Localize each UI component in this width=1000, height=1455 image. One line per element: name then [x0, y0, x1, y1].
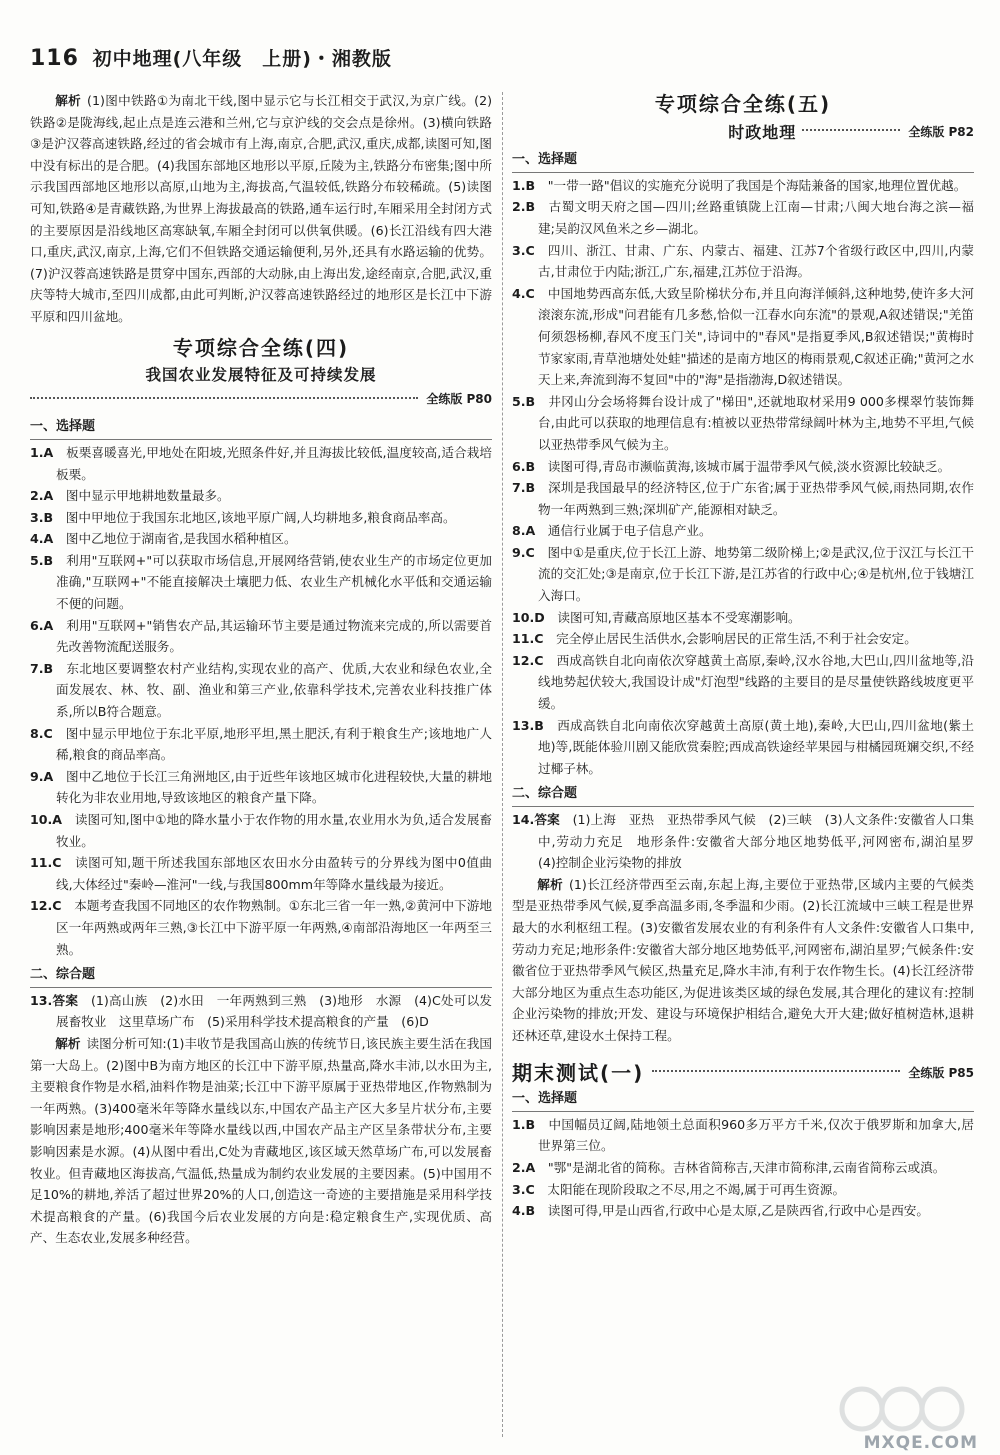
watermark-logo: [822, 1381, 982, 1441]
leader-dots: [802, 129, 900, 131]
analysis-13: 解析 读图分析可知:(1)丰收节是我国高山族的传统节日,该民族主要生活在我国第一大岛上。(2)图中B为南方地区的长江中下游平原,热量高,降水丰沛,以水田为主,主要粮食作物是水稻,油料作物是油菜;长江中下游平原属于亚热带地区,作物熟制为一年两熟。(3)400毫米年等降水量线以东,中国农产品主产区大多呈片状分布,主要影响因素是地形;400毫米年等降水量线以西,中国农产品主产区呈条带状分布,主要影响因素是水源。(4)从图中看出,C处为青藏地区,该区域天然草场广布,可以发展畜牧业。但青藏地区海拔高,气温低,热量成为制约农业发展的主要因素。(5)中国用不足10%的耕地,养活了超过世界20%的人口,创造这一奇迹的主要措施是采用科学技术提高粮食的产量。(6)我国今后农业发展的方向是:稳定粮食生产,实现优质、高产、生态农业,发展多种经营。: [30, 1035, 492, 1246]
list-item: 2.A 图中显示甲地耕地数量最多。: [30, 488, 230, 504]
section4-ref: 全练版 P80: [426, 391, 492, 406]
page-number: 116: [30, 46, 79, 71]
answer-13: 13.答案 (1)高山族 (2)水田 一年两熟到三熟 (3)地形 水源 (4)C处可以发展畜牧业 这里草场广布 (5)采用科学技术提高粮食的产量 (6)D: [30, 992, 493, 1030]
section5-choice-heading: 一、选择题: [512, 149, 974, 173]
right-column: [512, 90, 987, 1222]
section4-title: 专项综合全练(四): [172, 335, 350, 360]
list-item: 11.C 完全停止居民生活供水,会影响居民的正常生活,不利于社会安定。: [512, 631, 917, 647]
list-item: 9.A 图中乙地位于长江三角洲地区,由于近些年该地区城市化进程较快,大量的耕地转化为非农业用地,导致该地区的粮食产量下降。: [30, 768, 492, 806]
list-item: 8.C 图中显示甲地位于东北平原,地形平坦,黑土肥沃,有利于粮食生产;该地地广人稀,粮食的商品率高。: [30, 725, 492, 763]
section5-comp-heading: 二、综合题: [512, 783, 974, 807]
section4-subtitle: 我国农业发展特征及可持续发展: [145, 366, 377, 385]
column-divider: [502, 92, 503, 1437]
section5-subtitle: 时政地理: [728, 122, 797, 142]
analysis-text: (1)图中铁路①为南北干线,图中显示它与长江相交于武汉,为京广线。(2)铁路②是陇海线,起止点是连云港和兰州,它与京沪线的交会点是徐州。(3)横向铁路③是沪汉蓉高速铁路,经过的省会城市有上海,南京,合肥,武汉,重庆,成都,读图可知,图中没有标出的是合肥。(4)我国东部地区地形以平原,丘陵为主,铁路分布密集;图中所示我国西部地区地形以高原,山地为主,海拔高,气温较低,铁路分布较稀疏。(5)读图可知,铁路④是青藏铁路,为世界上海拔最高的铁路,通车运行时,车厢采用全封闭方式的主要原因是沿线地区高寒缺氧,车厢全封闭可以供氧供暖。(6)长江沿线有四大港口,重庆,武汉,南京,上海,它们不但铁路交通运输便利,另外,还具有水路运输的优势。(7)沪汉蓉高速铁路是贯穿中国东,西部的大动脉,由上海出发,途经南京,合肥,武汉,重庆等特大城市,至四川成都,由此可判断,沪汉蓉高速铁路经过的地形区是长江中下游平原和四川盆地。: [30, 93, 493, 324]
list-item: 3.B 图中甲地位于我国东北地区,该地平原广阔,人均耕地多,粮食商品率高。: [30, 509, 456, 525]
answer-14: 14.答案 (1)上海 亚热 亚热带季风气候 (2)三峡 (3)人文条件:安徽省人口集中,劳动力充足 地形条件:安徽省大部分地区地势低平,河网密布,湖泊星罗 (4)控制企业污染物的排放: [512, 812, 987, 871]
final-test-ref: 全练版 P85: [908, 1065, 974, 1080]
list-item: 1.B "一带一路"倡议的实施充分说明了我国是个海陆兼备的国家,地理位置优越。: [512, 177, 967, 193]
section4-comp-heading: 二、综合题: [30, 964, 492, 988]
list-item: 13.B 西成高铁自北向南依次穿越黄土高原(黄土地),秦岭,大巴山,四川盆地(紫土地)等,既能体验川剧又能欣赏秦腔;西成高铁途经苹果园与柑橘园斑斓交织,不经过椰子林。: [512, 717, 975, 776]
list-item: 2.B 古蜀文明天府之国—四川;丝路重镇陇上江南—甘肃;八闽大地台海之滨—福建;吴韵汉风鱼米之乡—湖北。: [512, 199, 974, 236]
page-header: [30, 44, 392, 71]
leader-dots: [652, 1070, 900, 1072]
list-item: 6.B 读图可得,青岛市濒临黄海,该城市属于温带季风气候,淡水资源比较缺乏。: [512, 458, 951, 474]
section4-choice-heading: 一、选择题: [30, 416, 492, 440]
section4-ref-line: [30, 389, 492, 411]
list-item: 7.B 深圳是我国最早的经济特区,位于广东省;属于亚热带季风气候,雨热同期,农作物一年两熟到三熟;深圳矿产,能源相对缺乏。: [512, 480, 975, 517]
left-column: [30, 90, 492, 1249]
watermark-text: MXQE.COM: [863, 1433, 978, 1453]
section5-ref-line: [512, 122, 974, 144]
leader-dots: [30, 397, 418, 399]
list-item: 3.C 四川、浙江、甘肃、广东、内蒙古、福建、江苏7个省级行政区中,四川,内蒙古,甘肃位于内陆;浙江,广东,福建,江苏位于沿海。: [512, 242, 974, 280]
analysis-14: 解析 (1)长江经济带西至云南,东起上海,主要位于亚热带,区域内主要的气候类型是亚热带季风气候,夏季高温多雨,冬季温和少雨。(2)长江流域中三峡工程是世界最大的水利枢纽工程。(3)安徽省发展农业的有利条件有人文条件:安徽省人口集中,劳动力充足;地形条件:安徽省大部分地区地势低平,河网密布,湖泊星罗;气候条件:安徽省位于亚热带季风气候区,热量充足,降水丰沛,有利于农作物生长。(4)长江经济带大部分地区为重点生态功能区,为促进该类区域的绿色发展,其合理化的建议有:控制企业污染物的排放;开发、建设与环境保护相结合,避免大开大建;做好植树造林,退耕还林还草,建设水土保持工程。: [512, 876, 974, 1043]
final-test-choice-heading: 一、选择题: [512, 1088, 974, 1112]
list-item: 8.A 通信行业属于电子信息产业。: [512, 523, 712, 539]
list-item: 4.A 图中乙地位于湖南省,是我国水稻种植区。: [30, 531, 297, 547]
list-item: 11.C 读图可知,题干所述我国东部地区农田水分由盈转亏的分界线为图中0值曲线,大体经过"秦岭—淮河"一线,与我国800mm年等降水量线最为接近。: [30, 855, 492, 892]
list-item: 12.C 本题考查我国不同地区的农作物熟制。①东北三省一年一熟,②黄河中下游地区一年两熟或两年三熟,③长江中下游平原一年两熟,④南部沿海地区一年两至三熟。: [30, 898, 493, 957]
section5-title: 专项综合全练(五): [654, 92, 832, 116]
final-test-title: 期末测试(一): [512, 1060, 645, 1085]
section5-ref: 全练版 P82: [908, 124, 974, 139]
analysis-label: 解析: [55, 93, 82, 108]
list-item: 3.C 太阳能在现阶段取之不尽,用之不竭,属于可再生资源。: [512, 1181, 846, 1197]
list-item: 2.A "鄂"是湖北省的简称。吉林省简称吉,天津市简称津,云南省简称云或滇。: [512, 1159, 946, 1175]
list-item: 9.C 图中①是重庆,位于长江上游、地势第二级阶梯上;②是武汉,位于汉江与长江干流的交汇处;③是南京,位于长江下游,是江苏省的行政中心;④是杭州,位于钱塘江入海口。: [512, 544, 974, 604]
book-title: 初中地理(八年级 上册)・湘教版: [92, 48, 392, 70]
list-item: 4.B 读图可得,甲是山西省,行政中心是太原,乙是陕西省,行政中心是西安。: [512, 1203, 929, 1219]
list-item: 10.D 读图可知,青藏高原地区基本不受寒潮影响。: [512, 609, 801, 625]
list-item: 12.C 西成高铁自北向南依次穿越黄土高原,秦岭,汉水谷地,大巴山,四川盆地等,沿线地势起伏较大,我国设计成"灯泡型"线路的主要目的是尽量使铁路线坡度更平缓。: [512, 652, 974, 712]
list-item: 1.B 中国幅员辽阔,陆地领土总面积960多万平方千米,仅次于俄罗斯和加拿大,居世界第三位。: [512, 1116, 974, 1154]
list-item: 10.A 读图可知,图中①地的降水量小于农作物的用水量,农业用水为负,适合发展畜牧业。: [30, 812, 492, 849]
final-test-title-line: [512, 1060, 974, 1085]
list-item: 5.B 利用"互联网+"可以获取市场信息,开展网络营销,使农业生产的市场定位更加准确,"互联网+"不能直接解决土壤肥力低、农业生产机械化水平低和交通运输不便的问题。: [30, 552, 492, 612]
list-item: 7.B 东北地区要调整农村产业结构,实现农业的高产、优质,大农业和绿色农业,全面发展农、林、牧、副、渔业和第三产业,依靠科学技术,完善农业科技推广体系,所以B符合题意。: [30, 660, 492, 720]
list-item: 4.C 中国地势西高东低,大致呈阶梯状分布,并且向海洋倾斜,这种地势,使许多大河滚滚东流,形成"问君能有几多愁,恰似一江春水向东流"的景观,A叙述错误;"羌笛何须怨杨柳,春风不度玉门关",诗词中的"春风"是指夏季风,B叙述错误;"黄梅时节家家雨,青草池塘处处蛙"描述的是南方地区的梅雨景观,C叙述正确;"黄河之水天上来,奔流到海不复回"中的"海"是指渤海,D叙述错误。: [512, 285, 975, 388]
list-item: 1.A 板栗喜暖喜光,甲地处在阳坡,光照条件好,并且海拔比较低,温度较高,适合栽培板栗。: [30, 444, 492, 482]
list-item: 6.A 利用"互联网+"销售农产品,其运输环节主要是通过物流来完成的,所以需要首先改善物流配送服务。: [30, 617, 492, 655]
analysis-paragraph: [30, 90, 492, 328]
list-item: 5.B 井冈山分会场将舞台设计成了"梯田",还就地取材采用9 000多棵翠竹装饰舞台,由此可以获取的地理信息有:植被以亚热带常绿阔叶林为主,地势不平坦,气候以亚热带季风气候为主。: [512, 393, 974, 452]
